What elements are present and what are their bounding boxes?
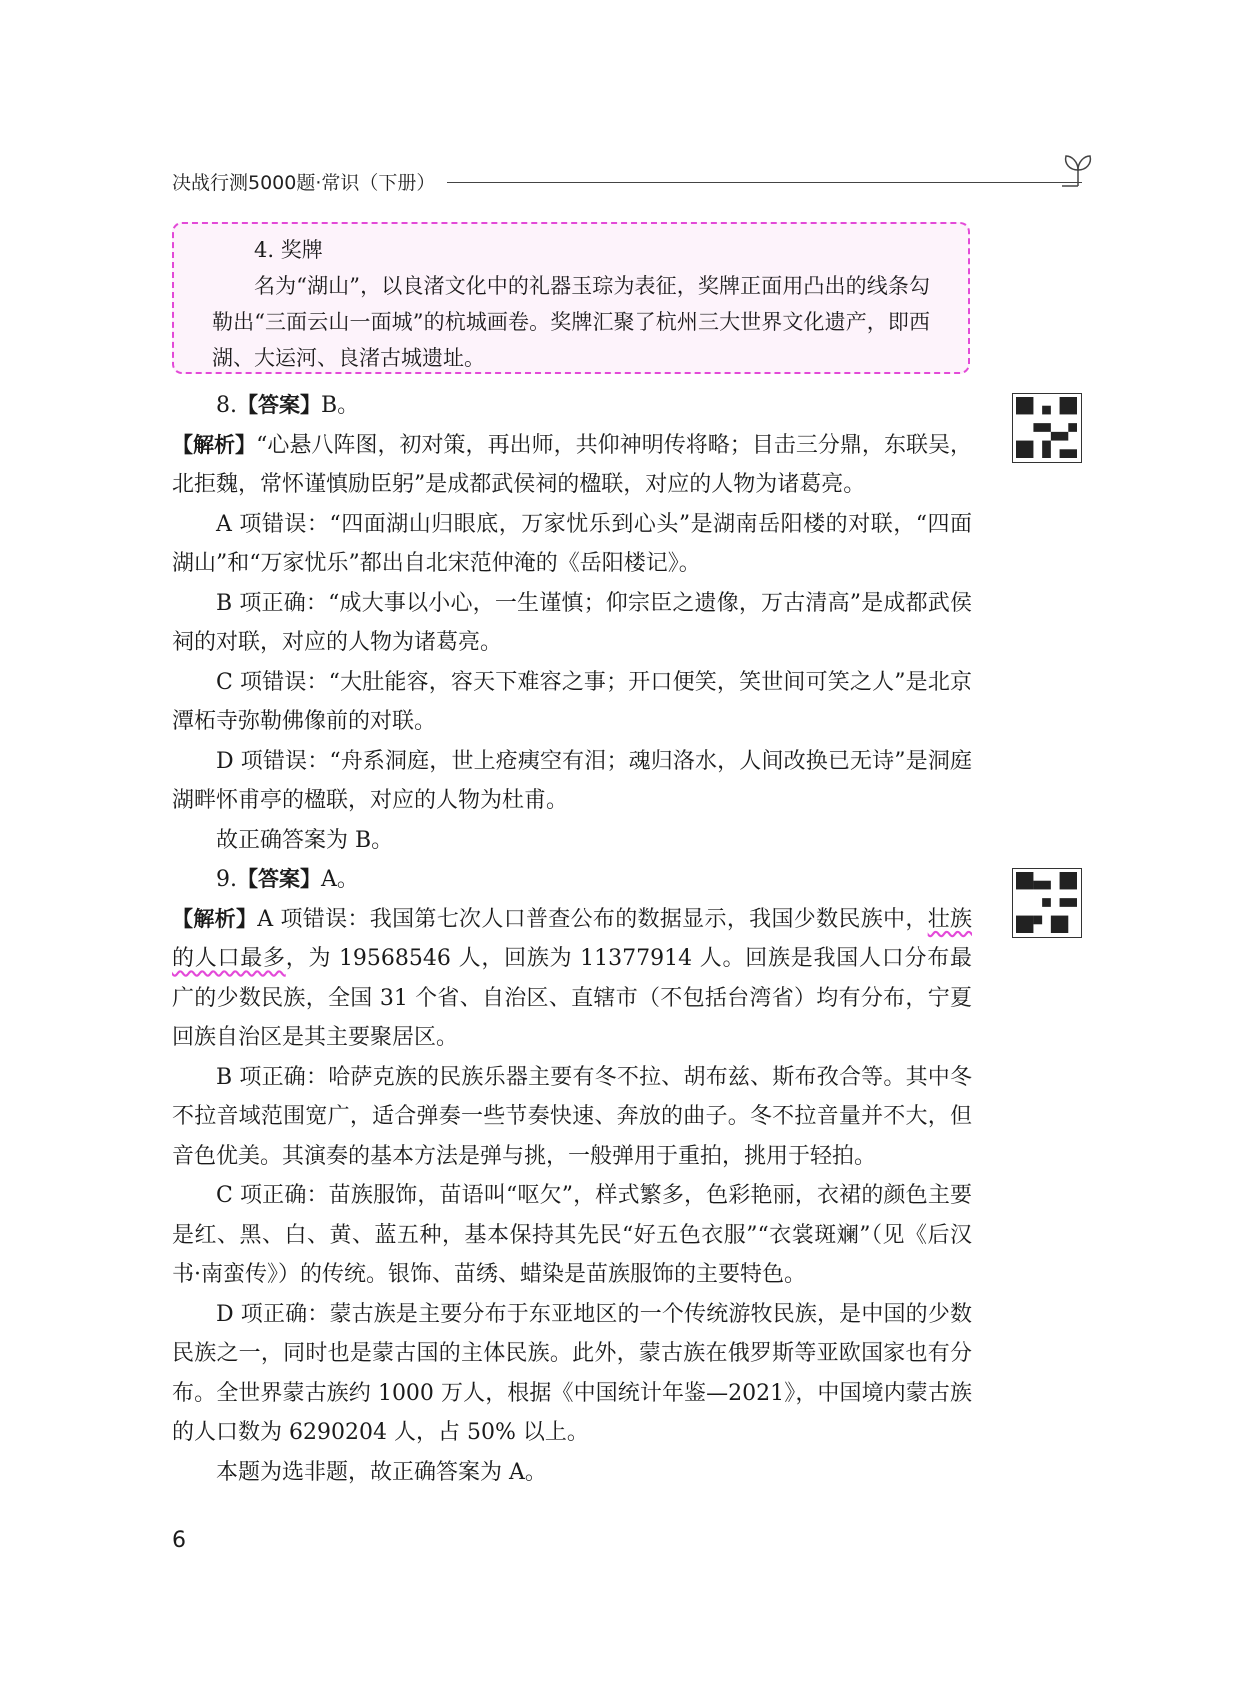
analysis-label: 【解析】 — [172, 432, 257, 457]
answer-content — [172, 386, 972, 1492]
qr-code-icon[interactable] — [1012, 868, 1082, 938]
q9-analysis-text: A 项错误：我国第七次人口普查公布的数据显示，我国少数民族中， — [257, 906, 928, 932]
sprout-icon — [1060, 148, 1096, 188]
box-heading: 4. 奖牌 — [254, 238, 323, 262]
q8-analysis-text: “心悬八阵图，初对策，再出师，共仰神明传将略；目击三分鼎，东联吴，北拒魏，常怀谨慎励臣躬”是成都武侯祠的楹联，对应的人物为诸葛亮。 — [172, 432, 973, 497]
q9-conclusion: 本题为选非题，故正确答案为 A。 — [216, 1459, 547, 1485]
q8-option-d: D 项错误：“舟系洞庭，世上疮痍空有泪；魂归洛水，人间改换已无诗”是洞庭湖畔怀甫亭的楹联，对应的人物为杜甫。 — [172, 748, 972, 813]
q8-answer-value: B。 — [321, 393, 360, 418]
q9-number: 9. — [216, 867, 237, 892]
q8-option-b: B 项正确：“成大事以小心，一生谨慎；仰宗臣之遗像，万古清高”是成都武侯祠的对联，对应的人物为诸葛亮。 — [172, 590, 972, 655]
qr-code-icon[interactable] — [1012, 393, 1082, 463]
q9-option-b: B 项正确：哈萨克族的民族乐器主要有冬不拉、胡布兹、斯布孜合等。其中冬不拉音域范围宽广，适合弹奏一些节奏快速、奔放的曲子。冬不拉音量并不大，但音色优美。其演奏的基本方法是弹与挑，一般弹用于重拍，挑用于轻拍。 — [172, 1064, 972, 1169]
analysis-label: 【解析】 — [172, 906, 258, 931]
page-number: 6 — [172, 1528, 186, 1553]
q9-answer-value: A。 — [321, 867, 359, 892]
q9-analysis — [172, 900, 972, 1058]
highlight-box-medal — [172, 222, 970, 374]
q9-option-c: C 项正确：苗族服饰，苗语叫“呕欠”，样式繁多，色彩艳丽，衣裙的颜色主要是红、黑、白、黄、蓝五种，基本保持其先民“好五色衣服”“衣裳斑斓”（见《后汉书·南蛮传》）的传统。银饰、苗绣、蜡染是苗族服饰的主要特色。 — [172, 1183, 972, 1287]
header-rule — [447, 182, 1082, 183]
q8-option-c: C 项错误：“大肚能容，容天下难容之事；开口便笑，笑世间可笑之人”是北京潭柘寺弥勒佛像前的对联。 — [172, 669, 972, 734]
q8-answer — [172, 386, 972, 426]
book-title: 决战行测5000题·常识（下册） — [172, 172, 436, 194]
q9-option-d: D 项正确：蒙古族是主要分布于东亚地区的一个传统游牧民族，是中国的少数民族之一，同时也是蒙古国的主体民族。此外，蒙古族在俄罗斯等亚欧国家也有分布。全世界蒙古族约 1000 万人，根据《中国统计年鉴—2021》，中国境内蒙古族的人口数为 6290204 人，占 50% 以上。 — [172, 1301, 972, 1445]
running-header — [172, 168, 1082, 195]
q8-conclusion: 故正确答案为 B。 — [216, 827, 394, 853]
q9-answer — [172, 860, 972, 900]
answer-label: 【答案】 — [237, 393, 321, 417]
answer-label: 【答案】 — [237, 867, 321, 891]
q9-analysis-text-cont: ，为 19568546 人，回族为 11377914 人。回族是我国人口分布最广的少数民族，全国 31 个省、自治区、直辖市（不包括台湾省）均有分布，宁夏回族自治区是其主要聚居区。 — [172, 946, 972, 1050]
q8-analysis — [172, 426, 972, 505]
q8-number: 8. — [216, 393, 237, 418]
box-body: 名为“湖山”，以良渚文化中的礼器玉琮为表征，奖牌正面用凸出的线条勾勒出“三面云山一面城”的杭城画卷。奖牌汇聚了杭州三大世界文化遗产，即西湖、大运河、良渚古城遗址。 — [212, 274, 930, 370]
q8-option-a: A 项错误：“四面湖山归眼底，万家忧乐到心头”是湖南岳阳楼的对联，“四面湖山”和“万家忧乐”都出自北宋范仲淹的《岳阳楼记》。 — [172, 511, 972, 576]
wavy-highlight: 壮族的人口最多 — [172, 906, 973, 971]
